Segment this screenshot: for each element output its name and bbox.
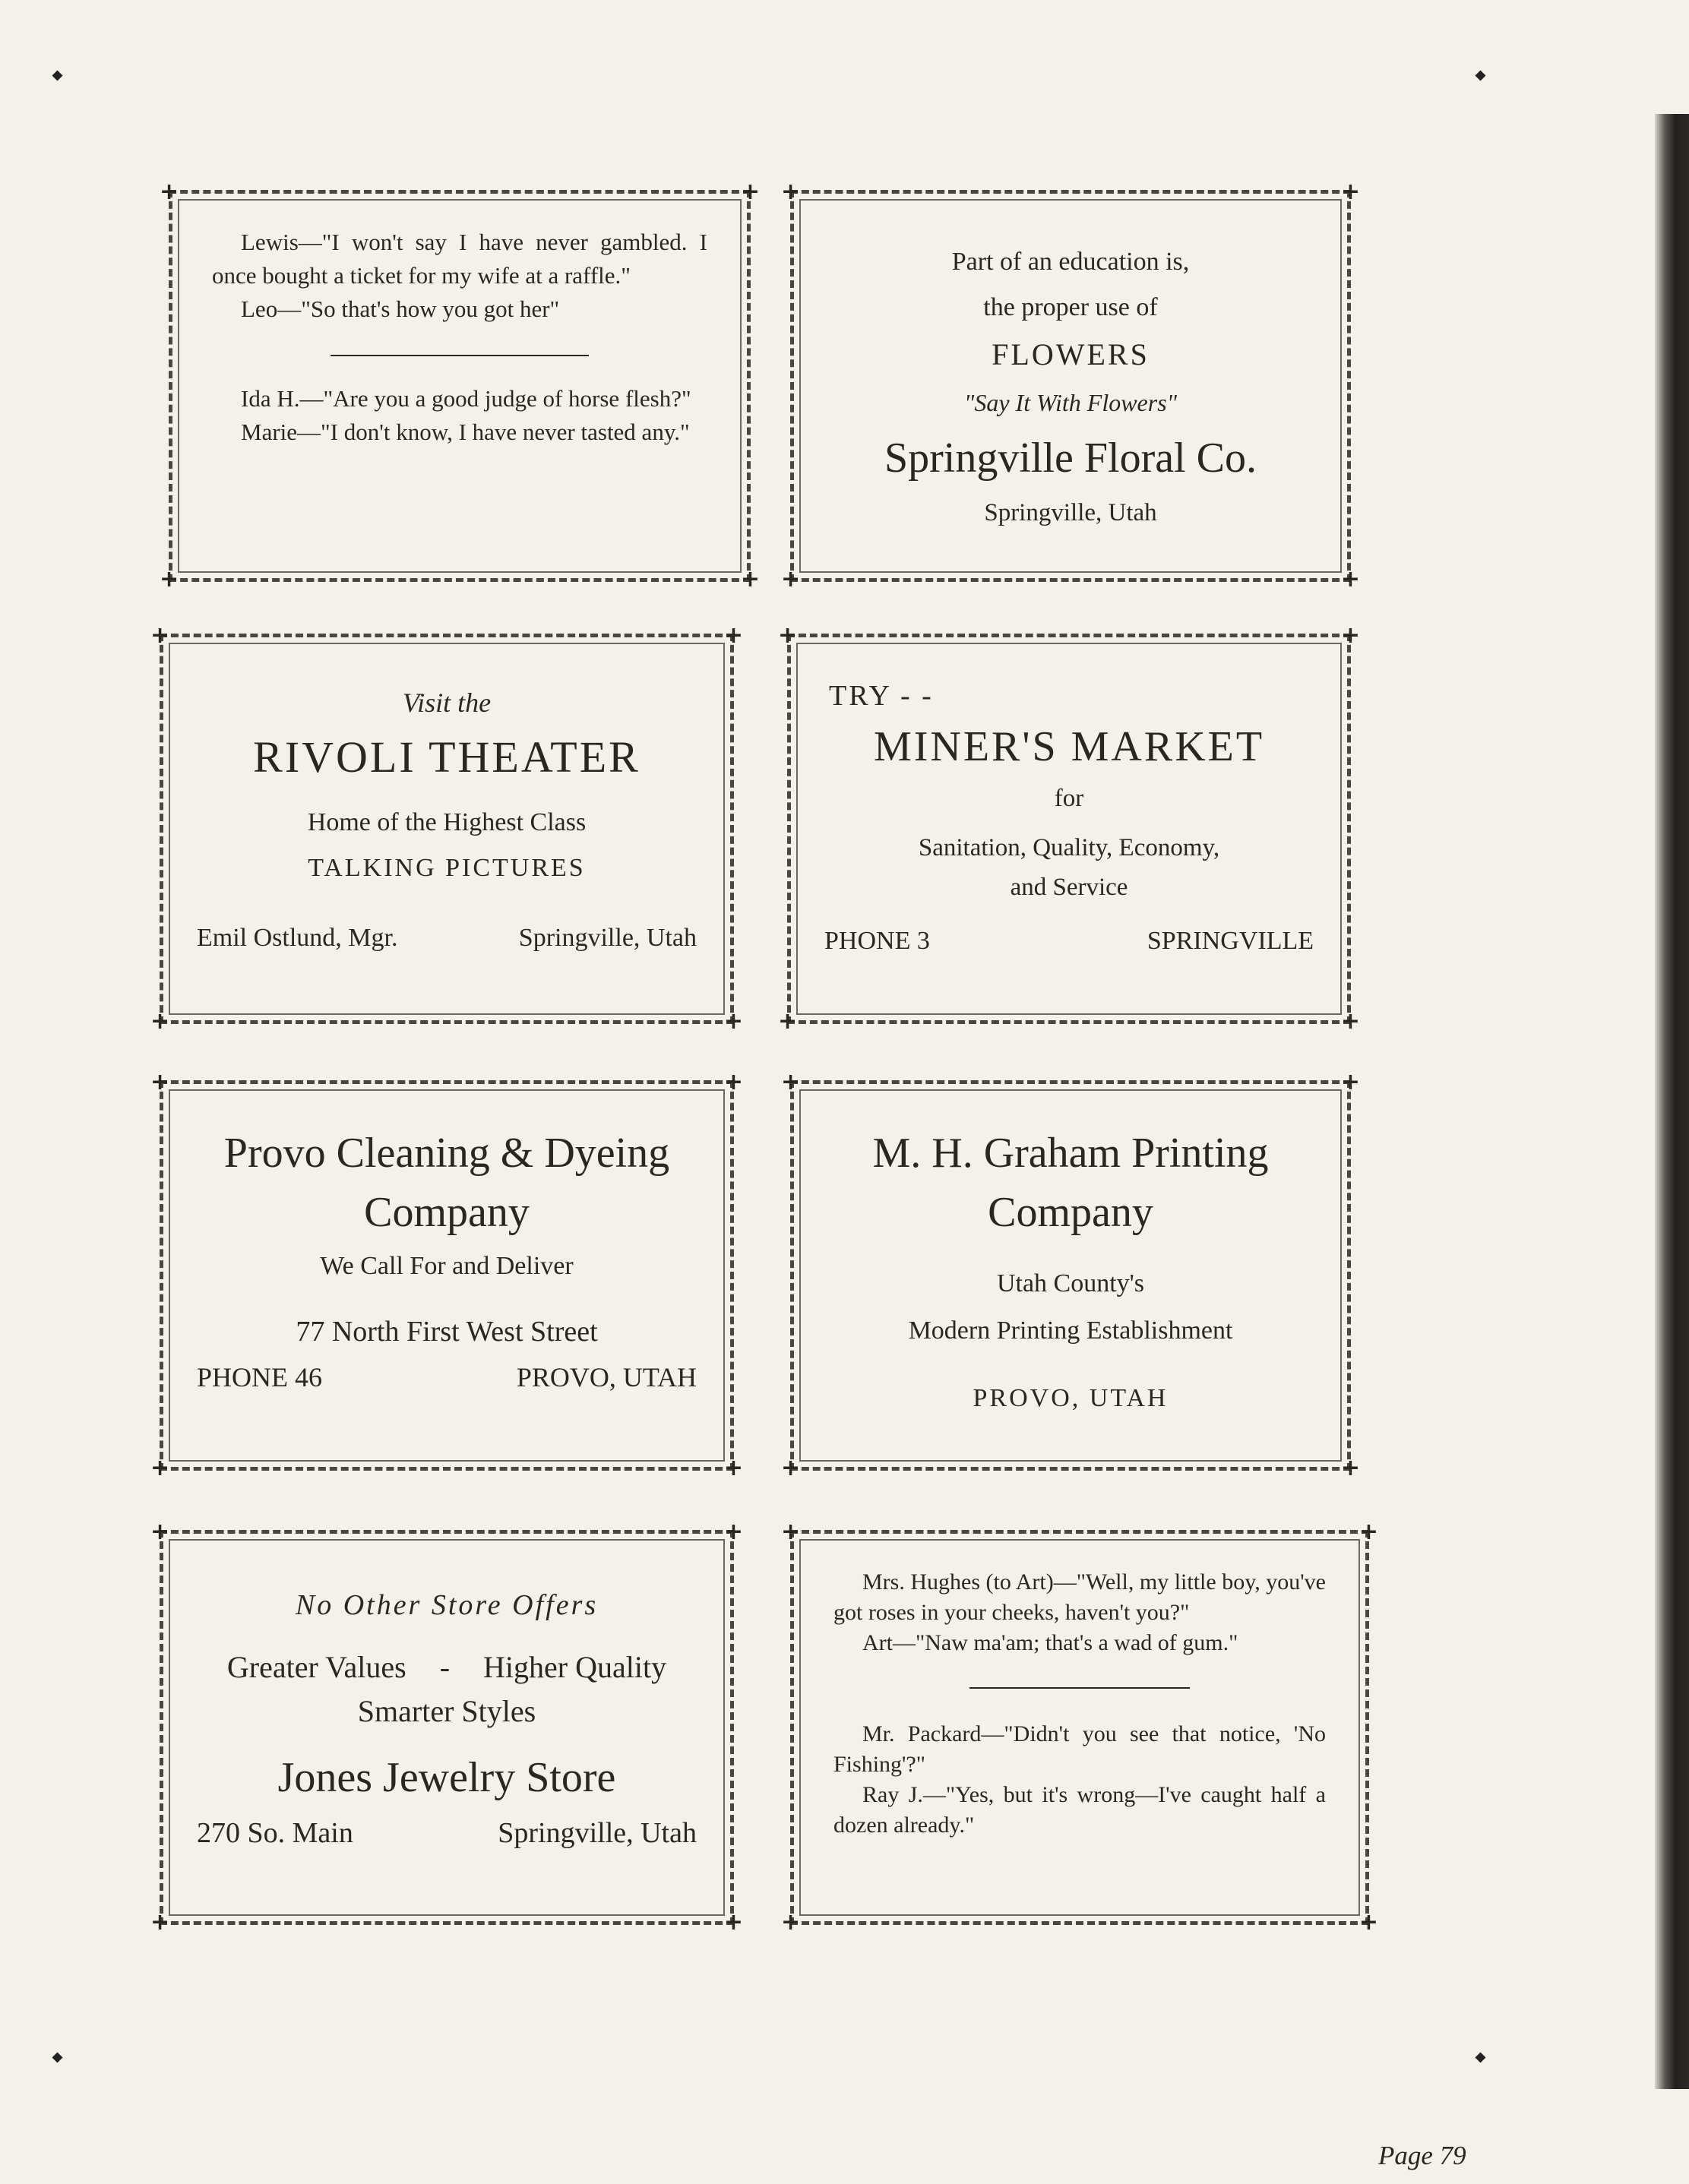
ad-jones-jewelry (150, 1519, 743, 1936)
ad-location: SPRINGVILLE (1147, 927, 1314, 955)
ad-slogan: "Say It With Flowers" (963, 389, 1178, 416)
corner-ornament: + + (723, 1069, 743, 1095)
business-name: Company (988, 1189, 1153, 1236)
ad-intro: TRY - - (829, 680, 934, 712)
ad-line: FLOWERS (992, 337, 1150, 371)
joke-line: Ida H.—"Are you a good judge of horse flesh?" (241, 385, 691, 412)
corner-ornament: + (781, 1909, 801, 1936)
joke-text (172, 226, 747, 449)
business-name: Springville Floral Co. (884, 435, 1257, 482)
book-binding (1655, 114, 1689, 2089)
ad-line: Home of the Highest Class (307, 808, 587, 836)
ad-line: Modern Printing Establishment (908, 1316, 1233, 1345)
business-name: Jones Jewelry Store (277, 1754, 616, 1801)
ad-line-separator: - (439, 1650, 451, 1684)
joke-text (794, 1567, 1365, 1841)
business-name: Company (364, 1189, 530, 1236)
ad-phone: PHONE 3 (824, 927, 930, 955)
ad-miners-market (778, 622, 1360, 1035)
corner-ornament: + + (1340, 622, 1360, 649)
ad-location: Springville, Utah (984, 499, 1157, 526)
ad-line-part: Higher Quality (483, 1650, 667, 1684)
corner-ornament: + + (740, 179, 760, 205)
ad-intro: No Other Store Offers (295, 1589, 599, 1621)
corner-ornament: + + (723, 622, 743, 649)
page-number: Page 79 (1378, 2141, 1466, 2170)
ad-line: Sanitation, Quality, Economy, (918, 834, 1220, 861)
ad-location: PROVO, UTAH (516, 1362, 697, 1392)
joke-line: Ray J.—"Yes, but it's wrong—I've caught half a dozen already." (833, 1782, 1326, 1838)
divider (331, 355, 589, 356)
ad-address: 270 So. Main (197, 1817, 353, 1849)
ad-line: Part of an education is, (951, 248, 1190, 276)
ad-joke-1 (160, 179, 760, 593)
corner-ornament: + (150, 1909, 170, 1936)
ad-rivoli-theater (150, 622, 743, 1035)
ad-address: 77 North First West Street (296, 1316, 598, 1348)
ad-line: TALKING PICTURES (308, 854, 586, 882)
ad-footer (791, 918, 1347, 964)
ad-line: Smarter Styles (357, 1694, 536, 1728)
corner-ornament: + (150, 1455, 170, 1481)
ad-provo-cleaning (150, 1069, 743, 1481)
ad-location: PROVO, UTAH (973, 1384, 1169, 1412)
corner-ornament: + (781, 1455, 801, 1481)
corner-ornament: + (778, 1008, 798, 1035)
joke-line: Art—"Naw ma'am; that's a wad of gum." (862, 1630, 1238, 1655)
corner-ornament: + (160, 566, 179, 593)
joke-line: Mr. Packard—"Didn't you see that notice, 'No Fishing'?" (833, 1721, 1326, 1777)
ad-footer (163, 915, 730, 961)
corner-ornament: + + (1358, 1519, 1378, 1545)
ad-footer (163, 1354, 730, 1400)
ad-line (163, 1645, 730, 1690)
ad-intro: Visit the (402, 687, 492, 718)
divider (969, 1687, 1190, 1689)
corner-ornament: + + (1340, 179, 1360, 205)
joke-line: Leo—"So that's how you got her" (241, 296, 560, 322)
joke-line: Mrs. Hughes (to Art)—"Well, my little boy, you've got roses in your cheeks, haven't you?" (833, 1569, 1326, 1625)
ad-graham-printing (781, 1069, 1360, 1481)
ad-footer (163, 1812, 730, 1854)
business-name: Provo Cleaning & Dyeing (223, 1130, 670, 1177)
joke-line: Lewis—"I won't say I have never gambled. I once bought a ticket for my wife at a raffle." (212, 229, 707, 289)
ad-line: We Call For and Deliver (320, 1252, 574, 1280)
joke-line: Marie—"I don't know, I have never tasted any." (241, 419, 690, 445)
ad-location: Springville, Utah (518, 924, 697, 952)
corner-ornament: + + (723, 1519, 743, 1545)
ad-line-part: Greater Values (226, 1650, 406, 1684)
corner-ornament: + (781, 566, 801, 593)
ad-location: Springville, Utah (498, 1817, 697, 1849)
corner-ornament: + + (1340, 1069, 1360, 1095)
business-name: RIVOLI THEATER (253, 732, 640, 782)
ad-line: Utah County's (996, 1269, 1145, 1297)
corner-ornament: + (150, 1008, 170, 1035)
ad-springville-floral (781, 179, 1360, 593)
ad-line: the proper use of (983, 293, 1158, 321)
ad-manager: Emil Ostlund, Mgr. (197, 924, 398, 952)
business-name: MINER'S MARKET (873, 723, 1265, 770)
ad-joke-2 (781, 1519, 1378, 1936)
business-name: M. H. Graham Printing (872, 1130, 1269, 1177)
ad-line: for (1054, 785, 1084, 812)
ad-phone: PHONE 46 (197, 1362, 323, 1392)
ad-line: and Service (1010, 874, 1128, 901)
